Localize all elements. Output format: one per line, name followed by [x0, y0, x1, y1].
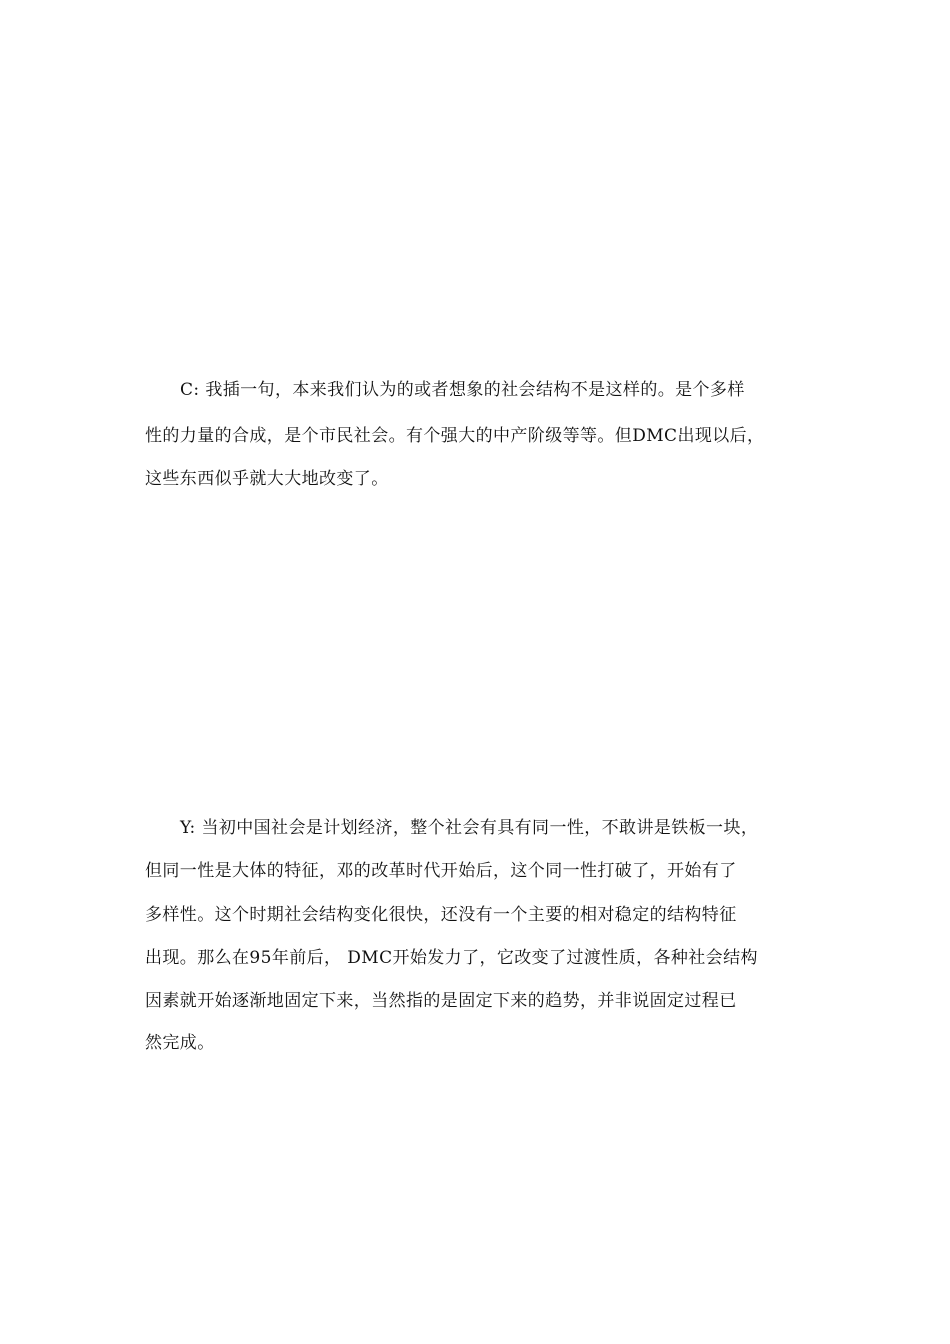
paragraph-c-line-1: C: 我插一句，本来我们认为的或者想象的社会结构不是这样的。是个多样 — [180, 380, 745, 400]
paragraph-c-line-2: 性的力量的合成，是个市民社会。有个强大的中产阶级等等。但DMC出现以后， — [145, 426, 765, 446]
paragraph-y-line-5: 因素就开始逐渐地固定下来，当然指的是固定下来的趋势，并非说固定过程已 — [145, 991, 737, 1011]
paragraph-y-line-3: 多样性。这个时期社会结构变化很快，还没有一个主要的相对稳定的结构特征 — [145, 905, 737, 925]
paragraph-y-line-1: Y: 当初中国社会是计划经济，整个社会有具有同一性，不敢讲是铁板一块， — [180, 818, 759, 838]
paragraph-y-line-2: 但同一性是大体的特征，邓的改革时代开始后，这个同一性打破了，开始有了 — [145, 861, 737, 881]
paragraph-c-line-3: 这些东西似乎就大大地改变了。 — [145, 469, 389, 489]
paragraph-y-line-6: 然完成。 — [145, 1033, 215, 1053]
paragraph-y-line-4: 出现。那么在95年前后， DMC开始发力了，它改变了过渡性质，各种社会结构 — [145, 948, 758, 968]
